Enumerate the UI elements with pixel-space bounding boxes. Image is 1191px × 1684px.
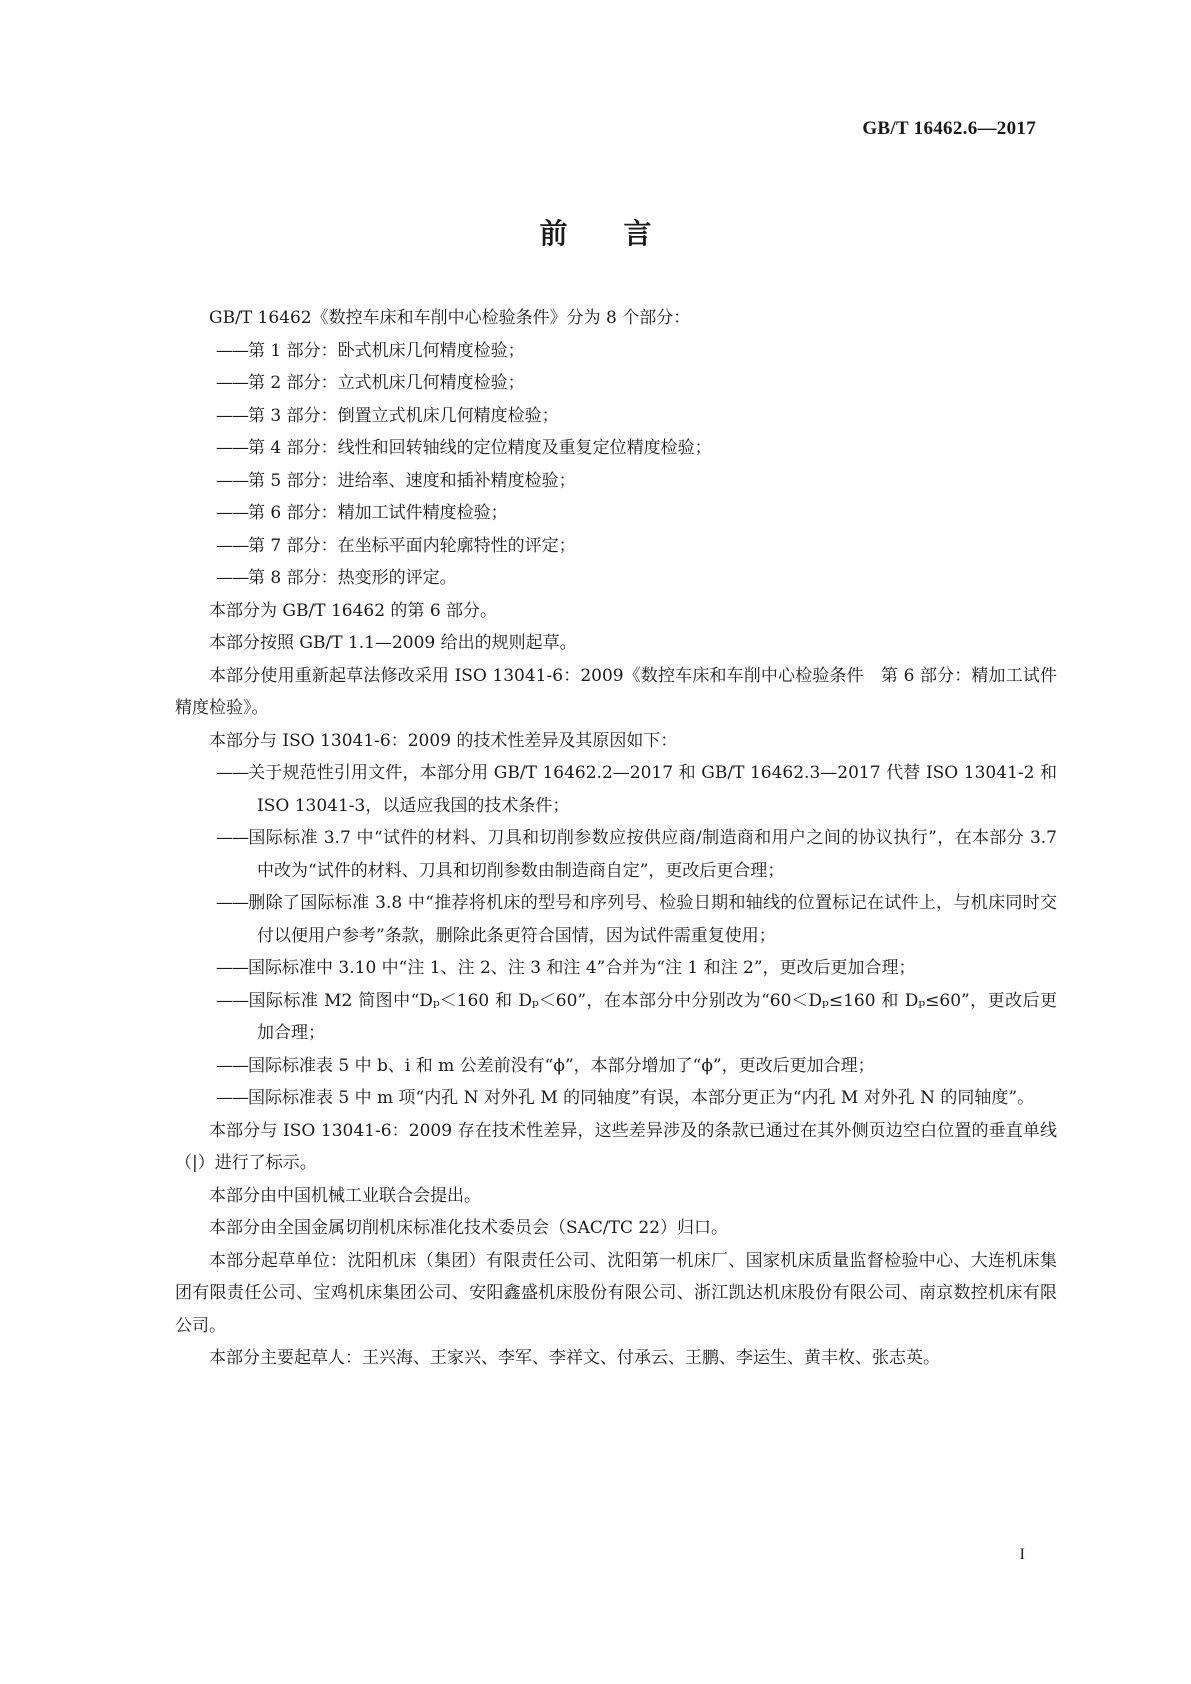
list-item-part-1: —— 第 1 部分：卧式机床几何精度检验； [175,335,1057,368]
list-item-part-2: —— 第 2 部分：立式机床几何精度检验； [175,367,1057,400]
title-char-2: 言 [623,217,652,250]
marking-statement: 本部分与 ISO 13041-6：2009 存在技术性差异，这些差异涉及的条款已通过在其外侧页边空白位置的垂直单线（|）进行了标示。 [175,1120,1057,1173]
difference-item-3: —— 删除了国际标准 3.8 中“推荐将机床的型号和序列号、检验日期和轴线的位置标记在试件上，与机床同时交付以便用户参考”条款，删除此条更符合国情，因为试件需重复使用； [175,887,1057,952]
list-item-part-6: —— 第 6 部分：精加工试件精度检验； [175,497,1057,530]
committee-statement: 本部分由全国金属切削机床标准化技术委员会（SAC/TC 22）归口。 [209,1218,729,1238]
drafting-rules: 本部分按照 GB/T 1.1—2009 给出的规则起草。 [209,633,577,653]
difference-item-1: —— 关于规范性引用文件，本部分用 GB/T 16462.2—2017 和 GB/T 16462.3—2017 代替 ISO 13041-2 和 ISO 13041-3，以适应我国的技术条件； [175,757,1057,822]
drafting-units: 本部分起草单位：沈阳机床（集团）有限责任公司、沈阳第一机床厂、国家机床质量监督检验中心、大连机床集团有限责任公司、宝鸡机床集团公司、安阳鑫盛机床股份有限公司、浙江凯达机床股份有限公司、南京数控机床有限公司。 [175,1250,1057,1336]
list-item-part-5: —— 第 5 部分：进给率、速度和插补精度检验； [175,465,1057,498]
difference-item-5: —— 国际标准 M2 简图中“Dₚ＜160 和 Dₚ＜60”，在本部分中分别改为“60＜Dₚ≤160 和 Dₚ≤60”，更改后更加合理； [175,985,1057,1050]
differences-intro: 本部分与 ISO 13041-6：2009 的技术性差异及其原因如下： [209,730,678,751]
adoption-statement: 本部分使用重新起草法修改采用 ISO 13041-6：2009《数控车床和车削中心检验条件 第 6 部分：精加工试件精度检验》。 [175,665,1057,718]
intro-paragraph: GB/T 16462《数控车床和车削中心检验条件》分为 8 个部分： [209,308,691,328]
list-item-part-8: —— 第 8 部分：热变形的评定。 [175,562,1057,595]
page-number: I [1019,1546,1025,1563]
drafters: 本部分主要起草人：王兴海、王家兴、李军、李祥文、付承云、王鹏、李运生、黄丰枚、张志英。 [209,1348,940,1368]
standard-number: GB/T 16462.6—2017 [862,118,1036,139]
list-item-part-3: —— 第 3 部分：倒置立式机床几何精度检验； [175,400,1057,433]
difference-item-2: —— 国际标准 3.7 中“试件的材料、刀具和切削参数应按供应商/制造商和用户之间的协议执行”，在本部分 3.7 中改为“试件的材料、刀具和切削参数由制造商自定”，更改后更合理； [175,822,1057,887]
page-title [0,212,1191,252]
title-char-1: 前 [539,217,568,250]
difference-item-7: —— 国际标准表 5 中 m 项“内孔 N 对外孔 M 的同轴度”有误，本部分更正为“内孔 M 对外孔 N 的同轴度”。 [175,1082,1057,1115]
part-statement: 本部分为 GB/T 16462 的第 6 部分。 [209,600,498,621]
foreword-body [175,302,1057,1375]
proposer-statement: 本部分由中国机械工业联合会提出。 [209,1185,481,1206]
list-item-part-4: —— 第 4 部分：线性和回转轴线的定位精度及重复定位精度检验； [175,432,1057,465]
difference-item-4: —— 国际标准中 3.10 中“注 1、注 2、注 3 和注 4”合并为“注 1 和注 2”，更改后更加合理； [175,952,1057,985]
list-item-part-7: —— 第 7 部分：在坐标平面内轮廓特性的评定； [175,530,1057,563]
difference-item-6: —— 国际标准表 5 中 b、i 和 m 公差前没有“ϕ”，本部分增加了“ϕ”，更改后更加合理； [175,1050,1057,1083]
